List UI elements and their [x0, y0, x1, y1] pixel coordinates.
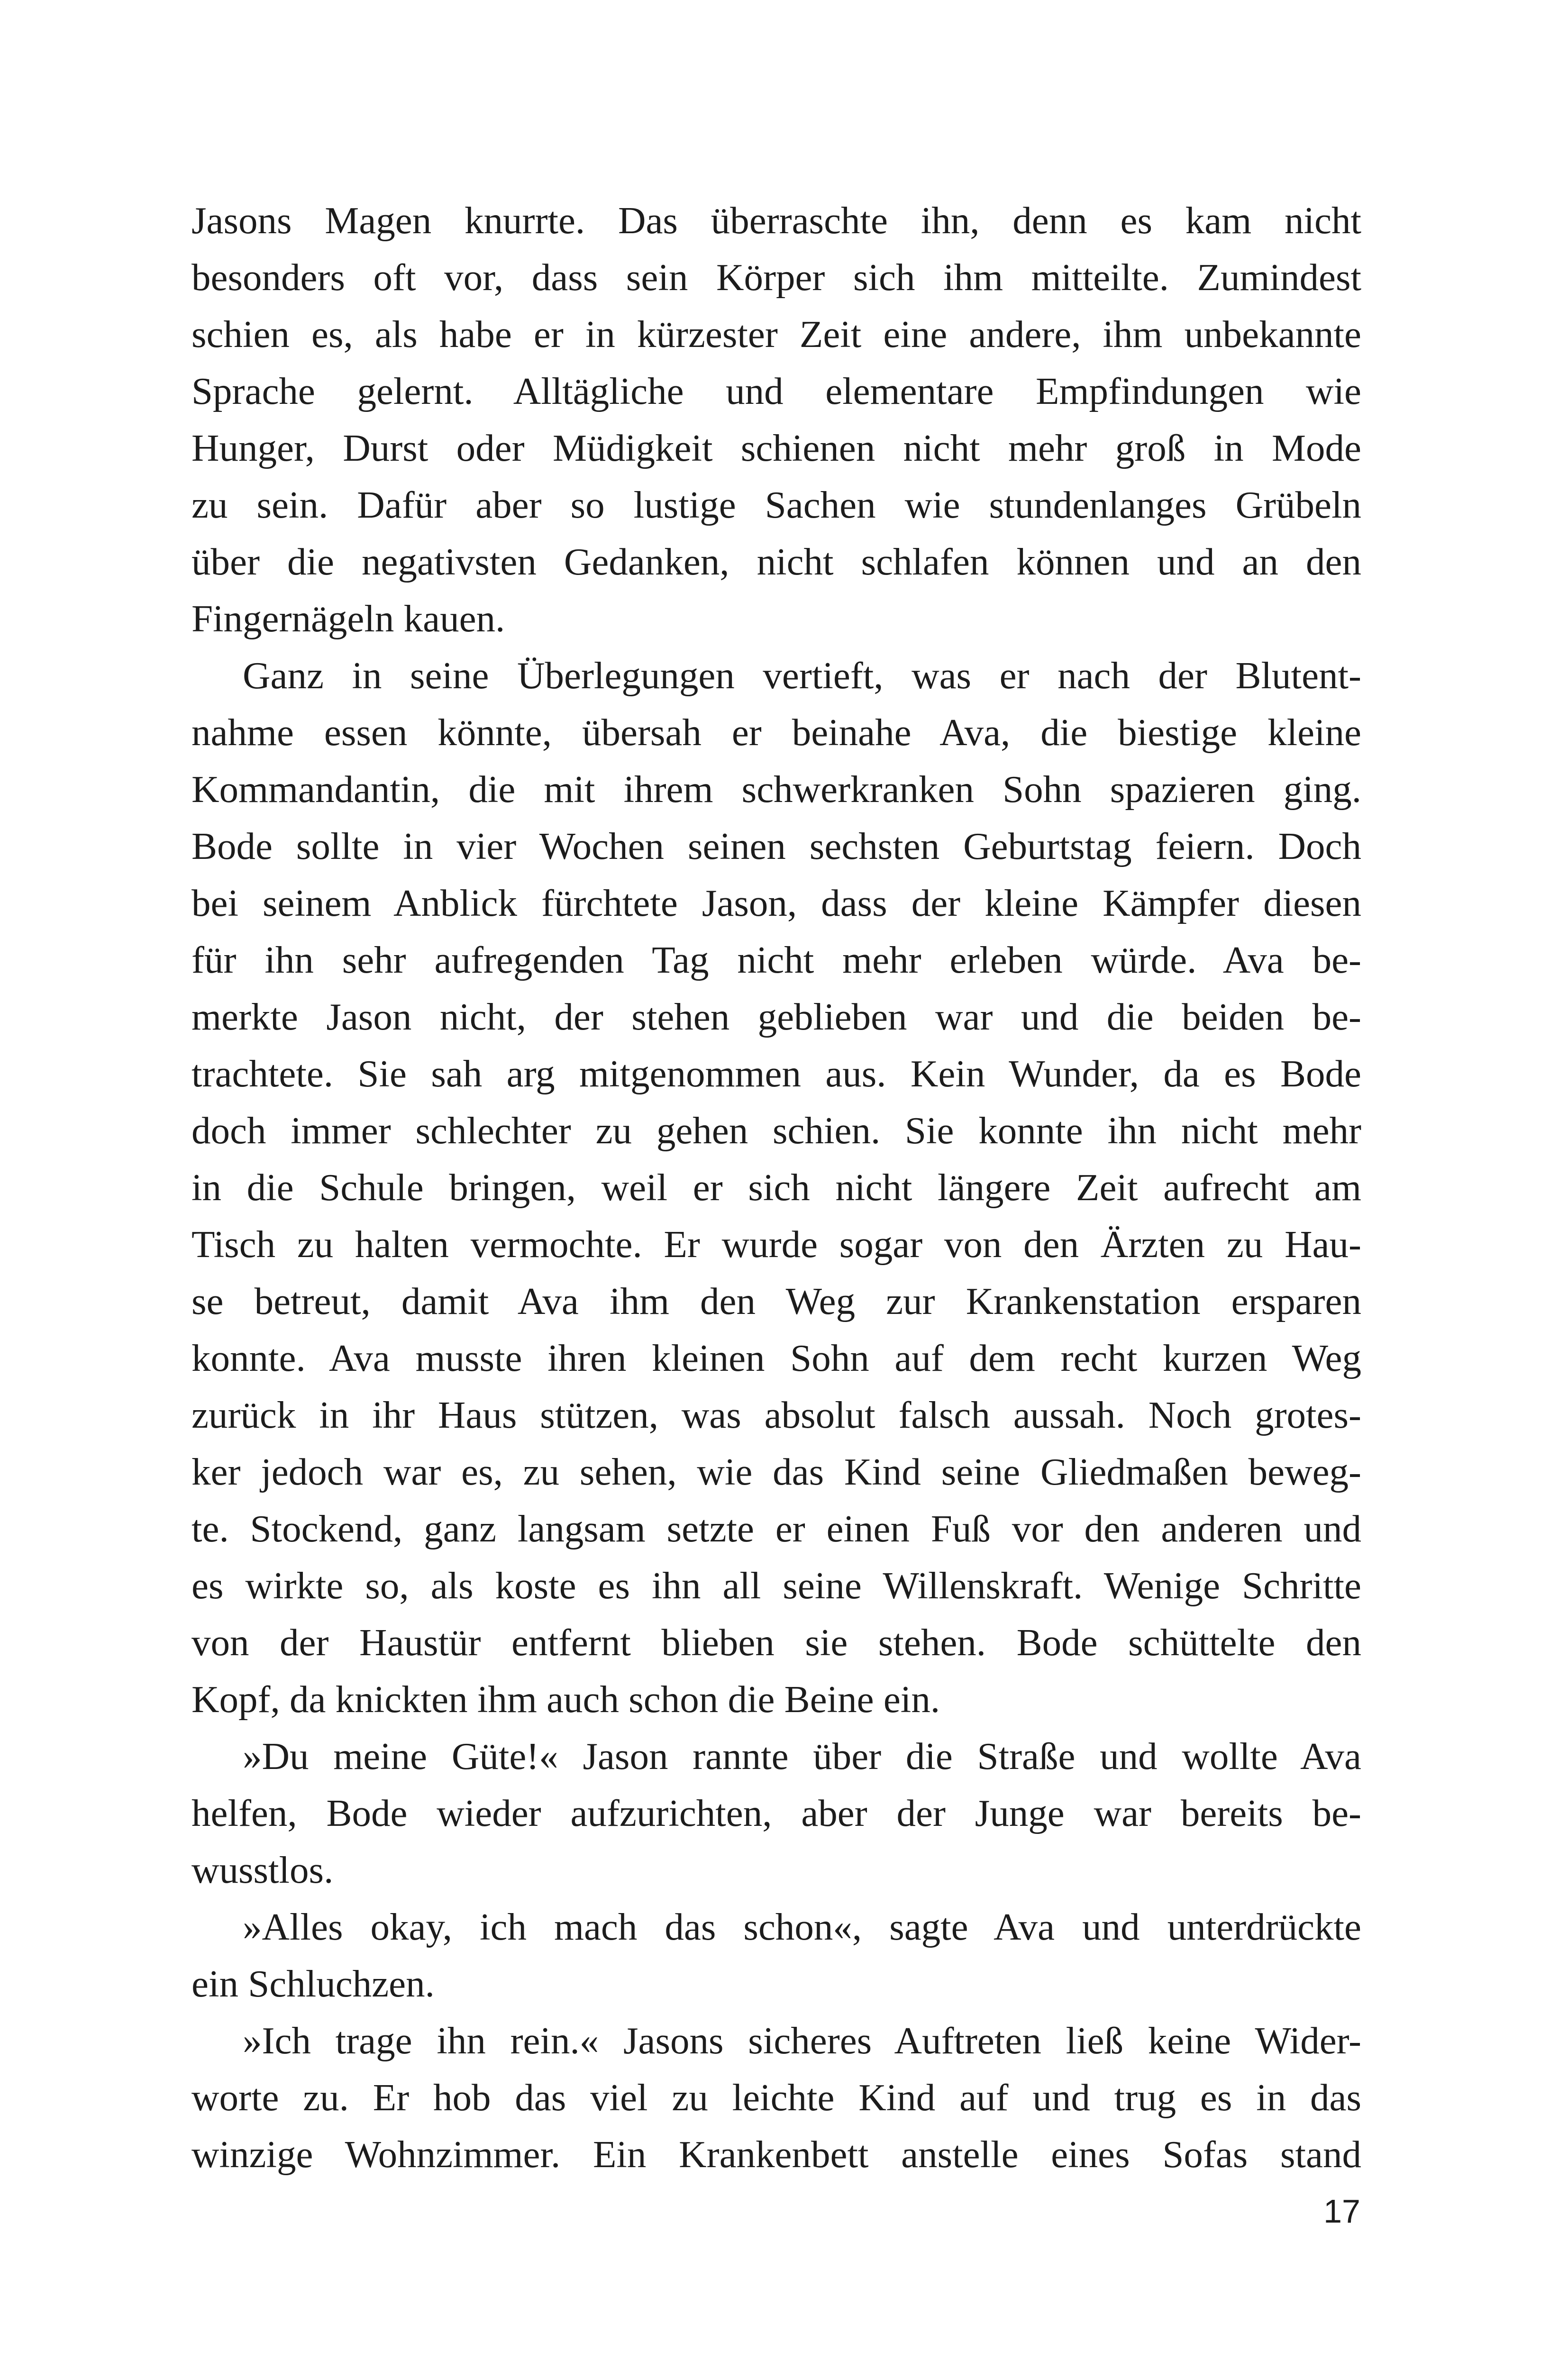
text-line: merkte Jason nicht, der stehen geblieben war und die beiden be- [191, 995, 1361, 1038]
text-line: bei seinem Anblick fürchtete Jason, dass der kleine Kämpfer diesen [191, 882, 1361, 924]
text-line: Sprache gelernt. Alltägliche und elementare Empfindungen wie [191, 370, 1361, 412]
text-line: Ganz in seine Überlegungen vertieft, was er nach der Blutent- [243, 654, 1361, 697]
page-number: 17 [1323, 2193, 1360, 2230]
text-line: se betreut, damit Ava ihm den Weg zur Krankenstation ersparen [191, 1280, 1361, 1322]
text-line: Hunger, Durst oder Müdigkeit schienen nicht mehr groß in Mode [191, 427, 1361, 469]
text-line: »Ich trage ihn rein.« Jasons sicheres Auftreten ließ keine Wider- [243, 2019, 1361, 2062]
text-line: für ihn sehr aufregenden Tag nicht mehr erleben würde. Ava be- [191, 939, 1361, 981]
text-line: von der Haustür entfernt blieben sie stehen. Bode schüttelte den [191, 1621, 1361, 1664]
text-line: Fingernägeln kauen. [191, 597, 505, 640]
text-line: Bode sollte in vier Wochen seinen sechsten Geburtstag feiern. Doch [191, 825, 1361, 867]
text-line: zurück in ihr Haus stützen, was absolut falsch aussah. Noch grotes- [191, 1394, 1361, 1436]
text-line: winzige Wohnzimmer. Ein Krankenbett anstelle eines Sofas stand [191, 2133, 1361, 2176]
text-line: Kopf, da knickten ihm auch schon die Beine ein. [191, 1678, 940, 1721]
text-line: es wirkte so, als koste es ihn all seine Willenskraft. Wenige Schritte [191, 1564, 1361, 1607]
text-line: Kommandantin, die mit ihrem schwerkranken Sohn spazieren ging. [191, 768, 1361, 811]
text-line: »Du meine Güte!« Jason rannte über die Straße und wollte Ava [243, 1735, 1361, 1778]
text-line: helfen, Bode wieder aufzurichten, aber der Junge war bereits be- [191, 1792, 1361, 1834]
text-line: worte zu. Er hob das viel zu leichte Kind auf und trug es in das [191, 2076, 1361, 2119]
text-line: doch immer schlechter zu gehen schien. Sie konnte ihn nicht mehr [191, 1109, 1361, 1152]
text-line: trachtete. Sie sah arg mitgenommen aus. Kein Wunder, da es Bode [191, 1052, 1361, 1095]
text-line: schien es, als habe er in kürzester Zeit eine andere, ihm unbekannte [191, 313, 1361, 356]
text-line: te. Stockend, ganz langsam setzte er einen Fuß vor den anderen und [191, 1507, 1361, 1550]
text-line: ein Schluchzen. [191, 1962, 435, 2005]
text-line: nahme essen könnte, übersah er beinahe Ava, die biestige kleine [191, 711, 1361, 754]
text-line: über die negativsten Gedanken, nicht schlafen können und an den [191, 540, 1361, 583]
text-line: zu sein. Dafür aber so lustige Sachen wie stundenlanges Grübeln [191, 483, 1361, 526]
text-line: Jasons Magen knurrte. Das überraschte ihn, denn es kam nicht [191, 199, 1361, 242]
text-line: ker jedoch war es, zu sehen, wie das Kind seine Gliedmaßen beweg- [191, 1450, 1361, 1493]
text-line: wusstlos. [191, 1849, 334, 1891]
text-line: in die Schule bringen, weil er sich nicht längere Zeit aufrecht am [191, 1166, 1361, 1209]
text-line: besonders oft vor, dass sein Körper sich ihm mitteilte. Zumindest [191, 256, 1361, 299]
body-text [191, 192, 1361, 2183]
text-line: Tisch zu halten vermochte. Er wurde sogar von den Ärzten zu Hau- [191, 1223, 1361, 1266]
text-line: »Alles okay, ich mach das schon«, sagte Ava und unterdrückte [243, 1905, 1361, 1948]
text-line: konnte. Ava musste ihren kleinen Sohn auf dem recht kurzen Weg [191, 1337, 1361, 1379]
